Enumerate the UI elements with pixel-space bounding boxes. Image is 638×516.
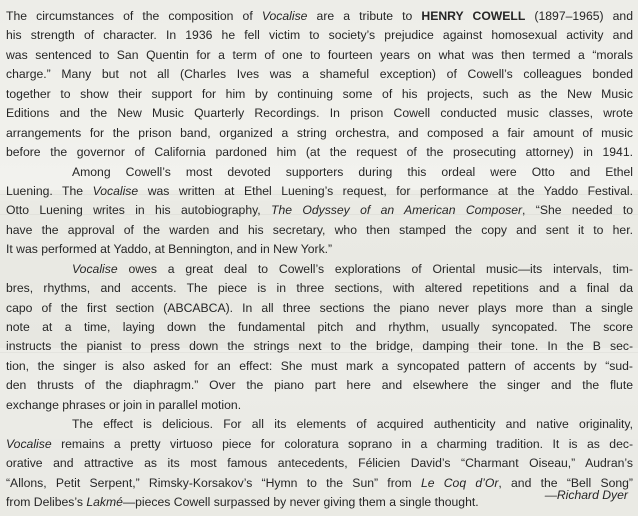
text-fragment: was sentenced to San Quentin for a term of one to fourteen years on what was then termed a “morals [6, 47, 633, 62]
composer-name: HENRY COWELL [421, 9, 526, 23]
title-text: Vocalise [92, 183, 139, 198]
text-fragment: The effect is delicious. For all its elements of acquired authenticity and native originality, [72, 417, 633, 432]
text-line [6, 318, 633, 337]
text-fragment: from Delibes’s [6, 494, 87, 509]
text-line [6, 474, 633, 493]
text-line [6, 454, 633, 473]
paragraph-opening-line [6, 260, 633, 279]
text-fragment: Luening. The [6, 183, 93, 198]
text-fragment: Editions and the New Music Quarterly Recordings. In prison Cowell conducted music classes, wrote [6, 106, 633, 121]
text-line [6, 65, 633, 84]
text-fragment: was written at Ethel Luening’s request, for performance at the Yaddo Festival. [138, 183, 633, 198]
text-fragment: remains a pretty virtuoso piece for coloratura soprano in a charming tradition. It is as dec- [51, 436, 633, 451]
text-line [6, 337, 633, 356]
text-line [6, 279, 633, 298]
text-fragment: are a tribute to [307, 9, 422, 23]
book-title: The Odyssey of an American Composer [271, 203, 523, 218]
title-text: Vocalise [261, 9, 308, 23]
text-fragment: arrangements for the prison band, organized a string orchestra, and composed a fair amount of music [6, 125, 633, 140]
text-fragment: owes a great deal to Cowell’s explorations of Oriental music—its intervals, tim- [117, 261, 633, 276]
author-signature: —Richard Dyer [544, 488, 628, 502]
text-fragment: Otto Luening writes in his autobiography, [6, 203, 272, 218]
text-line [6, 396, 633, 415]
title-text: Vocalise [72, 261, 118, 276]
text-fragment: den thrusts of the diaphragm.” Over the piano part here and elsewhere the singer and the flute [6, 378, 633, 393]
text-line [6, 85, 633, 104]
paragraph-opening-line [6, 415, 633, 434]
text-fragment: capo of the first section (ABCABCA). In all three sections the piano never plays more than a single [6, 300, 633, 315]
text-line [6, 124, 633, 143]
text-fragment: before the governor of California pardoned him (at the request of the prosecuting attorney) in 1941. [6, 145, 633, 160]
text-fragment: tion, the singer is also asked for an effect: She must mark a syncopated pattern of accents by “sud- [6, 358, 633, 373]
text-fragment: , and the “Bell Song” [498, 475, 633, 490]
text-fragment: —pieces Cowell surpassed by never giving them a single thought. [122, 494, 479, 509]
opera-title: Le Coq d’Or [420, 475, 499, 490]
text-line [6, 240, 633, 259]
text-line [6, 7, 633, 26]
text-fragment: note at a time, laying down the fundamental pitch and rhythm, usually syncopated. The score [6, 320, 633, 334]
article-text [6, 7, 633, 512]
text-line [6, 493, 633, 512]
text-line [6, 376, 633, 395]
text-fragment: charge.” Many but not all (Charles Ives was a shameful exception) of Cowell’s colleagues bonded [6, 67, 633, 82]
text-fragment: It was performed at Yaddo, at Bennington, and in New York.” [6, 242, 333, 257]
text-line [6, 26, 633, 45]
text-fragment: bres, rhythms, and accents. The piece is in three sections, with altered repetitions and a final da [6, 281, 633, 296]
opera-title: Lakmé [86, 494, 123, 509]
text-fragment: , “She needed to [522, 203, 633, 218]
text-fragment: instructs the pianist to press down the strings next to the bridge, damping their tone. In the B sec- [6, 339, 633, 354]
text-line [6, 201, 633, 220]
text-line [6, 435, 633, 454]
text-line [6, 182, 633, 201]
text-line [6, 46, 633, 65]
text-fragment: together to show their support for him by continuing some of his projects, such as the New Music [6, 86, 633, 101]
text-fragment: exchange phrases or join in parallel motion. [6, 397, 242, 412]
text-fragment: orative and attractive as its most famous antecedents, Félicien David’s “Charmant Oiseau,” Audran’s [6, 456, 633, 471]
text-line [6, 299, 633, 318]
text-line [6, 143, 633, 162]
text-fragment: (1897–1965) and [525, 9, 633, 23]
text-fragment: have the approval of the warden and his secretary, who then stamped the copy and sent it to her. [6, 222, 633, 237]
text-line [6, 104, 633, 123]
text-fragment: his strength of character. In 1936 he fell victim to society’s prejudice against homosexual activity and [6, 28, 633, 43]
text-fragment: The circumstances of the composition of [6, 9, 262, 23]
text-fragment: Among Cowell’s most devoted supporters during this ordeal were Otto and Ethel [72, 164, 633, 179]
text-line [6, 357, 633, 376]
text-fragment: “Allons, Petit Serpent,” Rimsky-Korsakov’s “Hymn to the Sun” from [6, 475, 421, 490]
text-line [6, 221, 633, 240]
paragraph-opening-line [6, 163, 633, 182]
title-text: Vocalise [6, 436, 52, 451]
